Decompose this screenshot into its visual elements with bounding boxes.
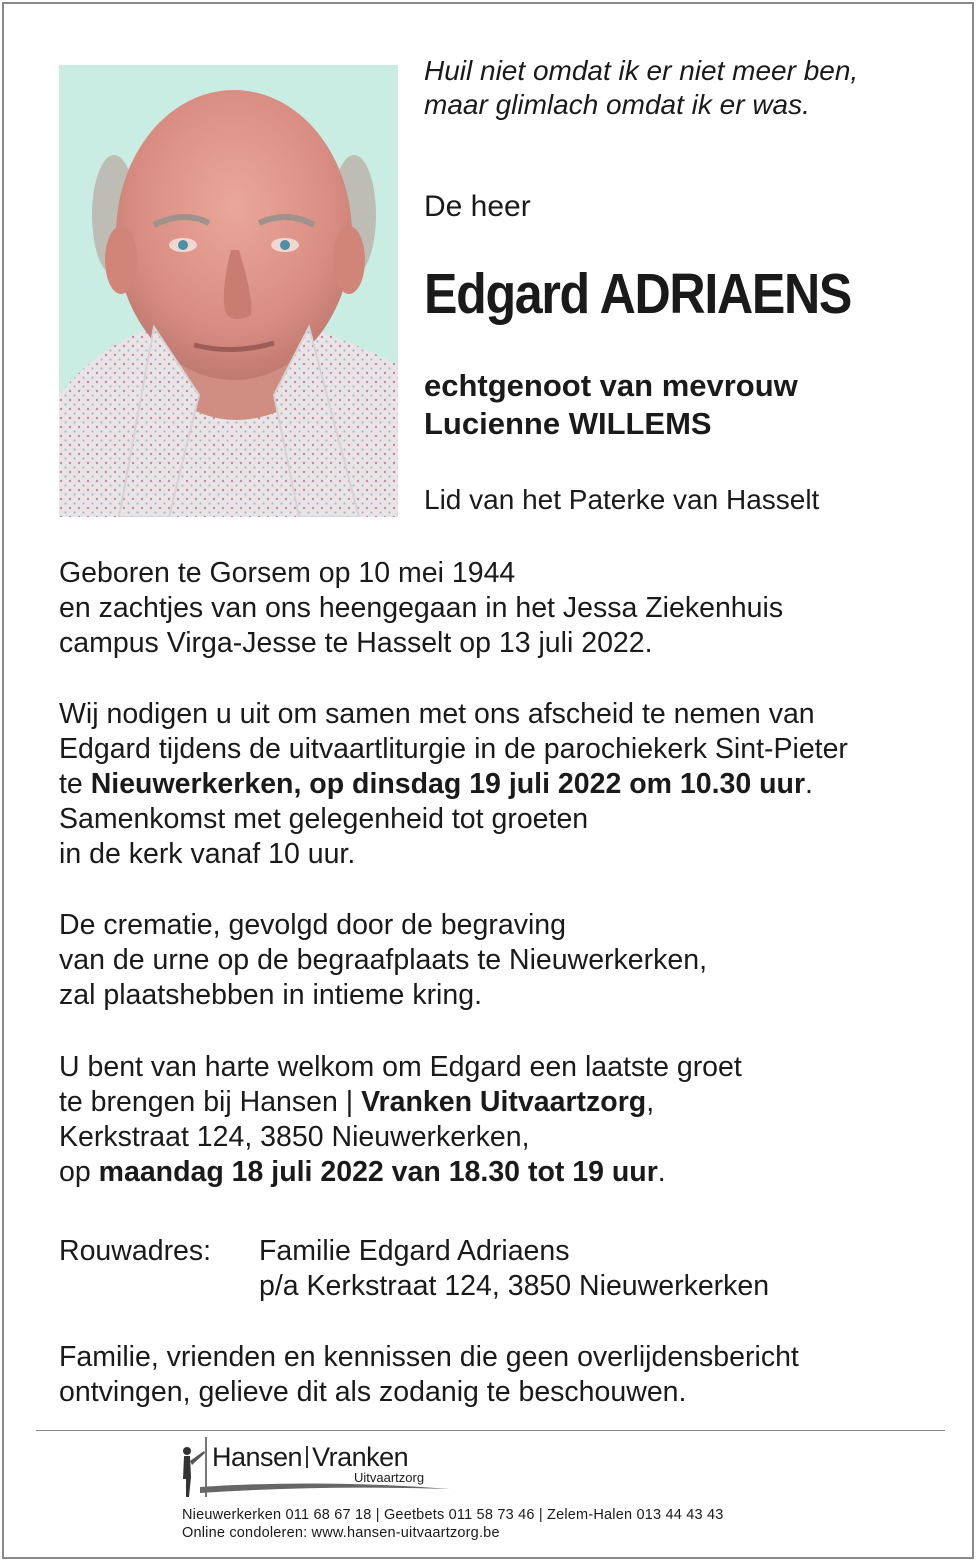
- funeral-home-logo: [178, 1437, 468, 1503]
- visitation-paragraph: [59, 1050, 959, 1190]
- logo-separator: [306, 1446, 308, 1468]
- text-fragment: .: [657, 1156, 666, 1188]
- address-line: p/a Kerkstraat 124, 3850 Nieuwerkerken: [259, 1270, 770, 1302]
- portrait-photo: [59, 65, 398, 517]
- text-fragment: te brengen bij Hansen |: [59, 1086, 362, 1118]
- quote-line: maar glimlach omdat ik er was.: [424, 89, 810, 120]
- quote-block: [424, 54, 954, 122]
- quote: [424, 54, 954, 122]
- text-line: Kerkstraat 124, 3850 Nieuwerkerken,: [59, 1121, 530, 1153]
- logo-name-left: Hansen: [212, 1442, 303, 1472]
- mourning-address-label: Rouwadres:: [59, 1235, 212, 1267]
- deceased-name: Edgard ADRIAENS: [424, 262, 852, 326]
- funeral-home-name: Vranken Uitvaartzorg: [361, 1086, 647, 1118]
- logo-subtitle: Uitvaartzorg: [354, 1470, 425, 1485]
- text-fragment: op: [59, 1156, 99, 1188]
- quote-line: Huil niet omdat ik er niet meer ben,: [424, 55, 859, 86]
- funeral-paragraph: [59, 697, 959, 872]
- text-fragment: ,: [646, 1086, 655, 1118]
- logo-wordmark: [212, 1442, 408, 1473]
- text-line: ontvingen, gelieve dit als zodanig te beschouwen.: [59, 1376, 687, 1408]
- title-prefix: De heer: [424, 190, 531, 223]
- text-line: van de urne op de begraafplaats te Nieuwerkerken,: [59, 944, 707, 976]
- spouse-line: echtgenoot van mevrouw: [424, 368, 798, 403]
- text-line: [59, 1155, 959, 1190]
- address-line: Familie Edgard Adriaens: [259, 1235, 570, 1267]
- footer-contact: [182, 1506, 724, 1542]
- swoosh-icon: [200, 1481, 450, 1495]
- text-line: Wij nodigen u uit om samen met ons afscheid te nemen van: [59, 698, 815, 730]
- text-fragment: te: [59, 768, 91, 800]
- text-line: De crematie, gevolgd door de begraving: [59, 909, 566, 941]
- cremation-paragraph: [59, 908, 959, 1013]
- text-line: Geboren te Gorsem op 10 mei 1944: [59, 557, 516, 589]
- text-fragment: .: [805, 768, 813, 800]
- text-line: U bent van harte welkom om Edgard een laatste groet: [59, 1051, 742, 1083]
- visitation-date: maandag 18 juli 2022 van 18.30 tot 19 uur: [98, 1156, 658, 1188]
- text-line: Edgard tijdens de uitvaartliturgie in de parochiekerk Sint-Pieter: [59, 733, 848, 765]
- text-line: Familie, vrienden en kennissen die geen overlijdensbericht: [59, 1341, 799, 1373]
- closing-paragraph: [59, 1340, 959, 1410]
- funeral-date: Nieuwerkerken, op dinsdag 19 juli 2022 om 10.30 uur: [90, 768, 806, 800]
- footer-website: Online condoleren: www.hansen-uitvaartzorg.be: [182, 1525, 500, 1541]
- footer-phones: Nieuwerkerken 011 68 67 18 | Geetbets 011 58 73 46 | Zelem-Halen 013 44 43 43: [182, 1507, 724, 1523]
- spouse-name: Lucienne WILLEMS: [424, 406, 712, 441]
- text-line: campus Virga-Jesse te Hasselt op 13 juli 2022.: [59, 627, 653, 659]
- mourning-address-lines: [259, 1234, 769, 1304]
- text-line: [59, 767, 959, 802]
- spouse-info: [424, 367, 798, 443]
- text-line: zal plaatshebben in intieme kring.: [59, 979, 483, 1011]
- text-line: en zachtjes van ons heengegaan in het Jessa Ziekenhuis: [59, 592, 784, 624]
- text-line: [59, 1085, 959, 1120]
- divider: [36, 1430, 945, 1431]
- membership: Lid van het Paterke van Hasselt: [424, 484, 820, 515]
- text-line: Samenkomst met gelegenheid tot groeten: [59, 803, 589, 835]
- logo-name-right: Vranken: [312, 1442, 409, 1472]
- text-line: in de kerk vanaf 10 uur.: [59, 838, 356, 870]
- birth-death-paragraph: [59, 556, 959, 661]
